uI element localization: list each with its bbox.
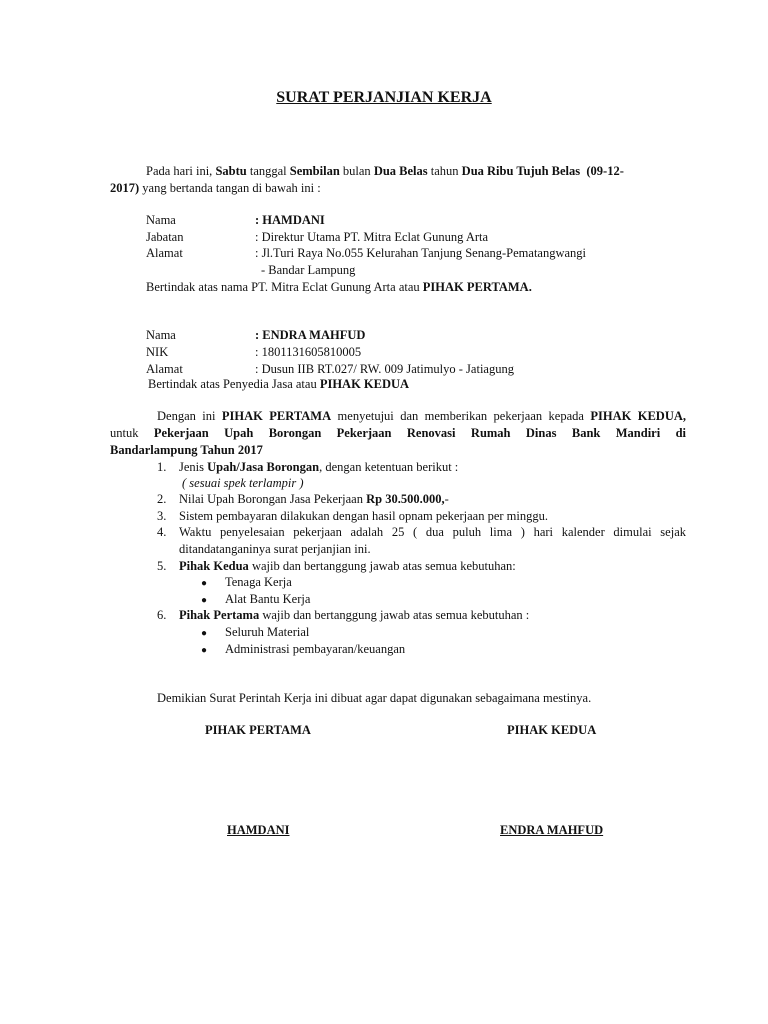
item-6-sub-1: Seluruh Material: [225, 625, 310, 639]
item-number: 1.: [157, 460, 167, 474]
signature-right-name: ENDRA MAHFUD: [500, 823, 604, 837]
item-5-sub-1: Tenaga Kerja: [225, 575, 292, 589]
agreement-text: Dengan ini: [157, 409, 216, 423]
party2-address-value: : Dusun IIB RT.027/ RW. 009 Jatimulyo - Jatiagung: [255, 362, 514, 376]
item-4-line-1: Waktu penyelesaian pekerjaan adalah 25 ( dua puluh lima ) hari kalender dimulai sejak: [179, 525, 686, 539]
agreement-text: menyetujui dan memberikan pekerjaan kepada: [337, 409, 584, 423]
opening-line-2: [110, 180, 321, 197]
party2-acting-text: Bertindak atas Penyedia Jasa atau: [148, 377, 317, 391]
item-number: 3.: [157, 509, 167, 523]
agreement-line-3: Bandarlampung Tahun 2017: [110, 443, 263, 457]
item-number: 5.: [157, 559, 167, 573]
item-5: [179, 558, 516, 575]
party1-address-value-cont: - Bandar Lampung: [261, 263, 356, 277]
item-text: , dengan ketentuan berikut :: [319, 460, 459, 474]
item-6: [179, 607, 529, 624]
item-1-type: Upah/Jasa Borongan: [207, 460, 320, 474]
party2-name-value: : ENDRA MAHFUD: [255, 328, 366, 342]
party1-name-value: : HAMDANI: [255, 213, 325, 227]
item-text: wajib dan bertanggung jawab atas semua kebutuhan :: [262, 608, 530, 622]
party1-acting: [146, 279, 532, 296]
party1-acting-text: Bertindak atas nama PT. Mitra Eclat Gunung Arta atau: [146, 280, 420, 294]
opening-year-words: Dua Ribu Tujuh Belas: [461, 164, 581, 178]
item-5-party: Pihak Kedua: [179, 559, 249, 573]
opening-line-1: [146, 163, 686, 180]
item-number: 6.: [157, 608, 167, 622]
party2-name-label: Nama: [146, 328, 176, 342]
agreement-line-2: [110, 425, 686, 442]
party1-title-label: Jabatan: [146, 230, 184, 244]
signature-left-name: HAMDANI: [227, 823, 290, 837]
item-text: -: [444, 492, 449, 506]
item-number: 2.: [157, 492, 167, 506]
item-text: wajib dan bertanggung jawab atas semua kebutuhan:: [251, 559, 516, 573]
agreement-party1: PIHAK PERTAMA: [221, 409, 332, 423]
item-number: 4.: [157, 525, 167, 539]
document-title: SURAT PERJANJIAN KERJA: [276, 89, 492, 106]
opening-text: Pada hari ini,: [146, 164, 213, 178]
item-6-sub-2: Administrasi pembayaran/keuangan: [225, 642, 406, 656]
item-5-sub-2: Alat Bantu Kerja: [225, 592, 311, 606]
opening-text: tahun: [430, 164, 459, 178]
item-6-party: Pihak Pertama: [179, 608, 260, 622]
party2-address-label: Alamat: [146, 362, 183, 376]
agreement-text: untuk: [110, 426, 139, 440]
signature-right-role: PIHAK KEDUA: [507, 723, 597, 737]
opening-day: Sabtu: [215, 164, 247, 178]
bullet-icon: ●: [201, 595, 208, 606]
party1-name-label: Nama: [146, 213, 176, 227]
party2-nik-value: : 1801131605810005: [255, 345, 362, 359]
item-text: Jenis: [179, 460, 204, 474]
item-1: [179, 459, 458, 476]
agreement-party2: PIHAK KEDUA,: [590, 409, 687, 423]
signature-left-role: PIHAK PERTAMA: [205, 723, 311, 737]
agreement-line-1: [157, 408, 686, 425]
agreement-project: Pekerjaan Upah Borongan Pekerjaan Renovasi Rumah Dinas Bank Mandiri di: [153, 426, 687, 440]
opening-text: yang bertanda tangan di bawah ini :: [142, 181, 321, 195]
party1-title-value: : Direktur Utama PT. Mitra Eclat Gunung Arta: [255, 230, 489, 244]
item-text: Nilai Upah Borongan Jasa Pekerjaan: [179, 492, 363, 506]
item-3: Sistem pembayaran dilakukan dengan hasil opnam pekerjaan per minggu.: [179, 509, 548, 523]
opening-month-words: Dua Belas: [373, 164, 428, 178]
party2-nik-label: NIK: [146, 345, 169, 359]
party1-acting-role: PIHAK PERTAMA.: [422, 280, 532, 294]
item-4-line-2: ditandatanganinya surat perjanjian ini.: [179, 542, 371, 556]
bullet-icon: ●: [201, 578, 208, 589]
party2-acting-role: PIHAK KEDUA: [319, 377, 410, 391]
opening-date-year: 2017): [110, 181, 140, 195]
party1-address-value: : Jl.Turi Raya No.055 Kelurahan Tanjung Senang-Pematangwangi: [255, 246, 587, 260]
opening-text: tanggal: [249, 164, 287, 178]
bullet-icon: ●: [201, 628, 208, 639]
item-1-note: ( sesuai spek terlampir ): [182, 476, 304, 490]
opening-date-number: (09-12-: [586, 164, 624, 178]
opening-date-words: Sembilan: [289, 164, 340, 178]
party1-address-label: Alamat: [146, 246, 183, 260]
closing-statement: Demikian Surat Perintah Kerja ini dibuat agar dapat digunakan sebagaimana mestinya.: [157, 691, 592, 705]
opening-text: bulan: [342, 164, 371, 178]
bullet-icon: ●: [201, 645, 208, 656]
item-2: [179, 491, 449, 508]
item-2-amount: Rp 30.500.000,: [366, 492, 445, 506]
party2-acting: [148, 376, 409, 393]
